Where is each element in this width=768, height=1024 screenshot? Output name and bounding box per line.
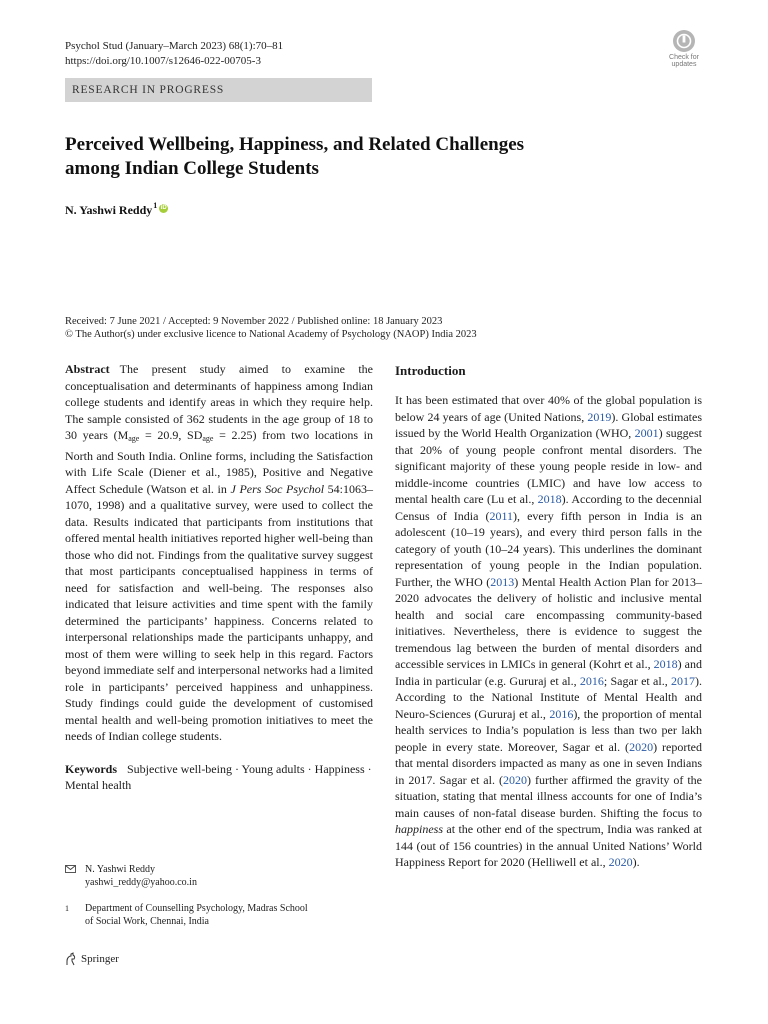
doi-link[interactable]: https://doi.org/10.1007/s12646-022-00705-3	[65, 55, 261, 67]
citation-link[interactable]: 2016	[579, 673, 604, 688]
journal-citation: Psychol Stud (January–March 2023) 68(1):70–81	[65, 40, 284, 52]
keywords-label: Keywords	[65, 761, 117, 776]
affiliation-number: 1	[65, 904, 69, 913]
corresponding-author	[65, 864, 197, 889]
author-name[interactable]: N. Yashwi Reddy	[65, 203, 153, 217]
citation-link[interactable]: 2001	[634, 426, 659, 440]
envelope-icon	[65, 865, 79, 889]
citation-link[interactable]: 2011	[489, 508, 514, 523]
publisher-logo	[65, 952, 119, 966]
received-accepted-line: Received: 7 June 2021 / Accepted: 9 November 2022 / Published online: 18 January 2023	[65, 316, 443, 327]
citation-link[interactable]: 2020	[629, 739, 654, 754]
check-for-updates-badge[interactable]	[664, 30, 704, 72]
section-heading-introduction: Introduction	[395, 363, 466, 378]
citation-link[interactable]: 2020	[502, 772, 527, 787]
abstract: Abstract The present study aimed to examine the conceptualisation and determinants of happiness among Indian college students and identify areas in which they require help. The sample consisted of 362 students in the age group of 18 to 30 years ($M_{age} = 20.9$, $SD_{age} = 2.25$) from two locations in North and South India. Online forms, including the Satisfaction with Life Scale (Diener et al., 1985), Positive and Negative Affect Schedule (Watson et al. in J Pers Soc Psychol 54:1063–1070, 1998) and a qualitative survey, were used to collect the data. Results indicated that participants from institutions that offered mental health initiatives reported higher well-being than those who did not. Findings from the qualitative survey suggest that most participants conceptualised happiness in terms of need for satisfaction and well-being. The responses also indicated that leisure activities and time spent with the family determined the participants’ happiness. Concerns related to interpersonal relationships made the participants unhappy, and most of them were willing to seek help in this regard. Factors beyond immediate self and interpersonal networks had a limited role in participants’ perceived happiness and unhappiness. Study findings could guide the development of customised mental health and well-being promotion initiatives to meet the needs of Indian college students.	[65, 362, 374, 743]
abstract-label: Abstract	[65, 362, 110, 376]
article-title: Perceived Wellbeing, Happiness, and Related Challenges among Indian College Students	[65, 134, 525, 179]
affiliation: 1 Department of Counselling Psychology, Madras School of Social Work, Chennai, India	[65, 903, 308, 927]
check-for-updates-label: Check for updates	[669, 54, 699, 68]
check-for-updates-icon	[673, 30, 695, 52]
author-line	[65, 203, 168, 218]
publisher-name: Springer	[81, 953, 119, 965]
citation-link[interactable]: 2018	[653, 657, 678, 671]
citation-link[interactable]: 2016	[549, 706, 574, 721]
running-header	[65, 39, 283, 69]
citation-link[interactable]: 2013	[490, 574, 515, 589]
orcid-icon[interactable]: iD	[160, 205, 167, 211]
introduction-paragraph: It has been estimated that over 40% of the global population is below 24 years of age (United Nations, 2019). Global estimates issued by the World Health Organization (WHO, 2001) suggest that 20% of young people confront mental disorders. The significant majority of these young people reside in low- and middle-income countries (LMIC) and have low access to mental health care (Lu et al., 2018). According to the decennial Census of India (2011), every fifth person in India is an adolescent (10–19 years), and every third person falls in the category of youth (10–24 years). This underlines the dominant representation of young people in the Indian population. Further, the WHO (2013) Mental Health Action Plan for 2013–2020 advocates the delivery of holistic and inclusive mental health and social care encompassing community-based initiatives. Nevertheless, there is evidence to suggest the tremendous lag between the burden of mental disorders and accessible services in LMICs in general (Kohrt et al., 2018) and India in particular (e.g. Gururaj et al., 2016; Sagar et al., 2017). According to the National Institute of Mental Health and Neuro-Sciences (Gururaj et al., 2016), the proportion of mental health services to India’s population is less than two per lakh people in every state. Moreover, Sagar et al. (2020) reported that mental disorders impacted as many as one in seven Indians in 2017. Sagar et al. (2020) further affirmed the gravity of the situation, stating that mental illness accounts for one of India’s main causes of non-fatal disease burden. Shifting the focus to happiness at the other end of the spectrum, India was ranked at 144 (out of 156 countries) in the annual United Nations’ World Happiness Report for 2020 (Helliwell et al., 2020).	[395, 393, 703, 869]
springer-horse-icon	[65, 952, 77, 966]
article-type-banner: RESEARCH IN PROGRESS	[65, 78, 372, 102]
citation-link[interactable]: 2017	[671, 673, 695, 688]
citation-link[interactable]: 2019	[587, 409, 612, 424]
citation-link[interactable]: 2018	[537, 492, 562, 506]
contact-name: N. Yashwi Reddy	[85, 864, 156, 875]
keywords	[65, 761, 373, 794]
left-column	[65, 361, 373, 794]
author-affiliation-mark: 1	[153, 201, 158, 210]
keywords-text: Subjective well-being · Young adults · Happiness · Mental health	[65, 761, 372, 792]
right-column	[395, 361, 702, 871]
publication-dates	[65, 315, 477, 341]
contact-email[interactable]: yashwi_reddy@yahoo.co.in	[85, 876, 197, 888]
copyright-line: © The Author(s) under exclusive licence to National Academy of Psychology (NAOP) India 2023	[65, 329, 477, 340]
citation-link[interactable]: 2020	[608, 855, 633, 869]
